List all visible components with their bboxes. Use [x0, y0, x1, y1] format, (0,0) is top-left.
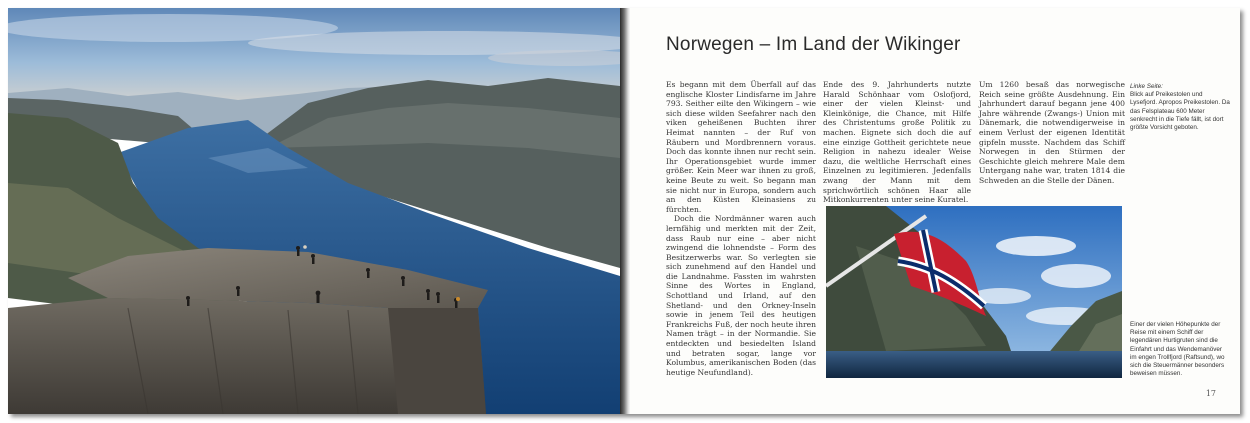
- trollfjord-illustration: [826, 206, 1122, 378]
- paragraph: Doch die Nordmänner waren auch lernfähig und merkten mit der Zeit, dass Raub nur eine – aber nicht zwingend die lohnendste – Form des Besitzerwerbs war. So verlegten sie sich zunehmend auf den Handel und die Landnahme. Fassten im wahrsten Sinne des Wortes in England, Schottland und Irland, auf den Shetland- und den Orkney-Inseln sowie in jenem Teil des heutigen Frankreichs Fuß, der noch heute ihren Namen trägt – in der Normandie. Sie entdeckten und besiedelten Island und betraten sogar, lange vor Kolumbus, amerikanischen Boden (das heutige Neufundland).: [666, 214, 816, 377]
- text-column-2: [823, 80, 971, 205]
- trollfjord-flag-photo: [826, 206, 1122, 378]
- caption-text: Einer der vielen Höhepunkte der Reise mit einem Schiff der legendären Hurtigruten sind die Einfahrt und das Wendemanöver im engen Trollfjord (Raftsund), wo sich die Steuermänner besonders beweisen müssen.: [1130, 321, 1225, 378]
- right-page: [630, 8, 1240, 414]
- page-title: Norwegen – Im Land der Wikinger: [666, 34, 961, 55]
- preikestolen-photo: [8, 8, 620, 414]
- text-column-3: [979, 80, 1125, 186]
- caption-flag-photo: [1130, 321, 1230, 378]
- paragraph: Ende des 9. Jahrhunderts nutzte Harald Schönhaar vom Oslofjord, einer der vielen Kleinst- und Kleinkönige, die Chance, mit Hilfe des Christentums große Politik zu machen. Eignete sich doch die auf eine einzige Gottheit gerichtete neue Religion in nahezu idealer Weise dazu, die weltliche Herrschaft eines Einzelnen zu legitimieren. Jedenfalls zwang der Mann mit dem sprichwörtlich schönen Haar alle Mitkonkurrenten unter seine Kuratel.: [823, 80, 971, 205]
- text-column-1: [666, 80, 816, 377]
- page-number: 17: [1205, 389, 1216, 398]
- paragraph: Um 1260 besaß das norwegische Reich seine größte Ausdehnung. Ein Jahrhundert darauf begann jene 400 Jahre währende (Zwangs-) Union mit Dänemark, die notwendigerweise in einem Verlust der eigenen Identität gipfeln musste. Nachdem das Schiff Norwegen in den Stürmen der Geschichte gleich mehrere Male dem Untergang nahe war, traten 1814 die Schweden an die Stelle der Dänen.: [979, 80, 1125, 185]
- book-spread: [8, 8, 1240, 414]
- caption-heading: Linke Seite:: [1130, 83, 1163, 90]
- book-gutter: [620, 8, 630, 414]
- paragraph: Es begann mit dem Überfall auf das englische Kloster Lindisfarne im Jahre 793. Seither eilte den Wikingern – wie sich diese wilden Seefahrer nach den viken geheißenen Buchten ihrer Heimat nannten – der Ruf von Räubern und Mordbrennern voraus. Doch das konnte ihnen nur recht sein. Ihr Operationsgebiet wurde immer größer. Kein Meer war ihnen zu groß, keine Beute zu weit. So begann man sie nicht nur in Europa, sondern auch an den Küsten Kleinasiens zu fürchten.: [666, 80, 816, 214]
- caption-text: Blick auf Preikestolen und Lysefjord. Apropos Preikestolen. Da das Felsplateau 600 Meter senkrecht in die Tiefe fällt, ist dort größte Vorsicht geboten.: [1130, 91, 1230, 132]
- preikestolen-illustration: [8, 8, 620, 414]
- caption-left-page-photo: [1130, 83, 1230, 132]
